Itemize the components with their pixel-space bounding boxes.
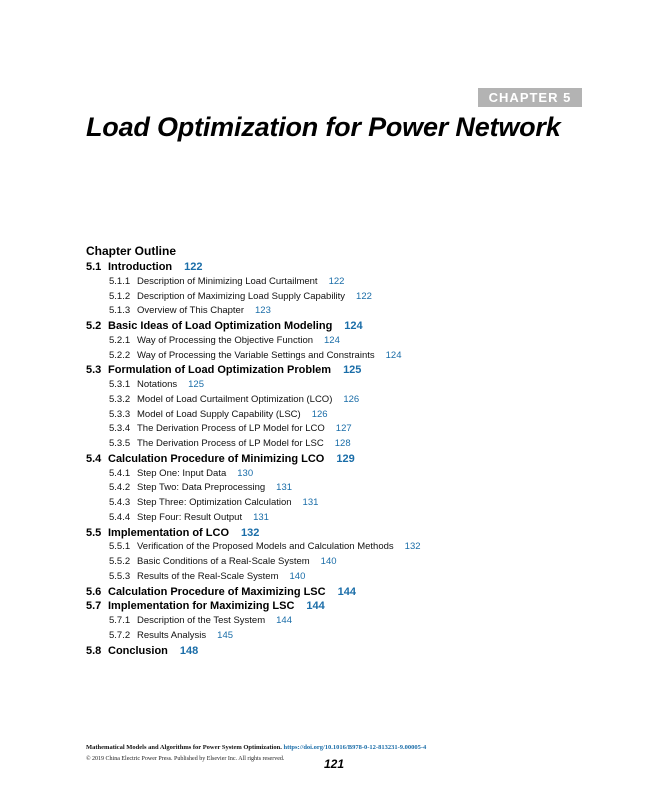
chapter-title: Load Optimization for Power Network [86, 112, 561, 142]
toc-subsection[interactable] [109, 438, 351, 449]
footer-copyright: © 2019 China Electric Power Press. Published by Elsevier Inc. All rights reserved. [86, 756, 285, 762]
toc-page-link[interactable]: 127 [335, 423, 352, 435]
toc-page-link[interactable]: 124 [324, 334, 340, 346]
toc-subsection[interactable] [109, 423, 352, 434]
toc-title: Verification of the Proposed Models and Calculation Methods [137, 541, 394, 553]
toc-page-link[interactable]: 126 [311, 408, 328, 420]
toc-title: Formulation of Load Optimization Problem [108, 364, 332, 377]
toc-title: Step Four: Result Output [137, 511, 243, 523]
toc-title: The Derivation Process of LP Model for LCO [137, 423, 325, 435]
toc-title: Description of Maximizing Load Supply Capability [137, 290, 346, 302]
toc-subsection[interactable] [109, 394, 359, 405]
toc-subsection[interactable] [109, 335, 340, 346]
toc-page-link[interactable]: 148 [179, 644, 199, 657]
toc-title: Results of the Real-Scale System [137, 570, 279, 582]
toc-number: 5.7.1 [109, 615, 131, 626]
toc-number: 5.6 [86, 585, 102, 598]
toc-number: 5.4.1 [109, 467, 131, 479]
toc-number: 5.3.5 [109, 438, 131, 449]
toc-page-link[interactable]: 140 [320, 556, 337, 567]
toc-section[interactable] [86, 600, 325, 612]
toc-page-link[interactable]: 126 [343, 393, 360, 405]
toc-number: 5.3 [86, 364, 102, 377]
toc-page-link[interactable]: 131 [276, 482, 293, 494]
toc-subsection[interactable] [109, 571, 305, 582]
toc-title: Way of Processing the Objective Function [137, 334, 314, 346]
toc-number: 5.3.1 [109, 379, 131, 390]
toc-page-link[interactable]: 125 [343, 364, 362, 377]
toc-number: 5.5 [86, 526, 102, 539]
chapter-label: CHAPTER 5 [478, 88, 582, 107]
page-number: 121 [324, 757, 345, 771]
toc-number: 5.2.2 [109, 349, 131, 361]
toc-section[interactable] [86, 364, 361, 376]
toc-page-link[interactable]: 144 [306, 600, 325, 613]
toc-section[interactable] [86, 320, 363, 332]
toc-subsection[interactable] [109, 350, 401, 361]
toc-title: Way of Processing the Variable Settings and Constraints [137, 349, 375, 361]
toc-number: 5.5.1 [109, 541, 131, 553]
toc-page-link[interactable]: 122 [184, 261, 203, 273]
toc-number: 5.7 [86, 600, 102, 613]
toc-number: 5.4 [86, 452, 102, 465]
toc-subsection[interactable] [109, 409, 328, 420]
toc-title: Results Analysis [137, 629, 207, 641]
toc-title: Conclusion [108, 644, 168, 657]
toc-page-link[interactable]: 145 [217, 629, 234, 641]
toc-number: 5.5.3 [109, 570, 131, 582]
footer-citation [86, 744, 426, 751]
toc-page-link[interactable]: 132 [241, 526, 260, 539]
toc-page-link[interactable]: 128 [334, 438, 351, 449]
toc-page-link[interactable]: 144 [276, 615, 292, 626]
toc-number: 5.1 [86, 261, 102, 273]
toc-subsection[interactable] [109, 468, 253, 479]
toc-subsection[interactable] [109, 512, 269, 523]
toc-section[interactable] [86, 586, 356, 598]
outline-heading: Chapter Outline [86, 244, 177, 258]
toc-page-link[interactable]: 122 [328, 275, 345, 287]
toc-section[interactable] [86, 261, 203, 273]
toc-page-link[interactable]: 131 [253, 511, 269, 523]
toc-title: Basic Ideas of Load Optimization Modeling [108, 320, 333, 332]
toc-title: Calculation Procedure of Minimizing LCO [108, 452, 325, 465]
toc-page-link[interactable]: 123 [255, 305, 271, 317]
toc-number: 5.8 [86, 644, 102, 657]
toc-page-link[interactable]: 132 [404, 541, 421, 553]
toc-title: Introduction [108, 261, 173, 273]
toc-section[interactable] [86, 453, 355, 465]
toc-number: 5.4.3 [109, 497, 131, 508]
toc-title: The Derivation Process of LP Model for LSC [137, 438, 324, 449]
toc-subsection[interactable] [109, 541, 421, 552]
toc-number: 5.1.1 [109, 275, 131, 287]
toc-title: Implementation of LCO [108, 526, 229, 539]
toc-number: 5.2.1 [109, 334, 131, 346]
toc-page-link[interactable]: 140 [289, 570, 306, 582]
toc-number: 5.1.2 [109, 290, 131, 302]
toc-page-link[interactable]: 144 [337, 585, 356, 598]
toc-subsection[interactable] [109, 630, 233, 641]
toc-number: 5.5.2 [109, 556, 131, 567]
toc-title: Description of Minimizing Load Curtailment [137, 275, 318, 287]
toc-page-link[interactable]: 124 [385, 349, 402, 361]
toc-number: 5.4.2 [109, 482, 131, 494]
toc-title: Model of Load Curtailment Optimization (LCO) [137, 393, 333, 405]
toc-page-link[interactable]: 130 [237, 467, 254, 479]
toc-page-link[interactable]: 124 [344, 320, 363, 332]
footer-doi-link[interactable]: https://doi.org/10.1016/B978-0-12-813231-9.00005-4 [283, 744, 427, 751]
toc-title: Overview of This Chapter [137, 305, 245, 317]
toc-number: 5.3.2 [109, 393, 131, 405]
toc-subsection[interactable] [109, 556, 337, 567]
toc-title: Step Two: Data Preprocessing [137, 482, 266, 494]
toc-section[interactable] [86, 527, 259, 539]
toc-title: Step Three: Optimization Calculation [137, 497, 292, 508]
toc-page-link[interactable]: 129 [336, 452, 355, 465]
toc-section[interactable] [86, 645, 198, 657]
toc-number: 5.3.4 [109, 423, 131, 435]
toc-page-link[interactable]: 131 [302, 497, 319, 508]
toc-title: Model of Load Supply Capability (LSC) [137, 408, 301, 420]
toc-subsection[interactable] [109, 497, 318, 508]
toc-title: Step One: Input Data [137, 467, 227, 479]
toc-subsection[interactable] [109, 305, 271, 316]
toc-number: 5.4.4 [109, 511, 131, 523]
toc-subsection[interactable] [109, 291, 372, 302]
toc-subsection[interactable] [109, 615, 292, 626]
toc-title: Calculation Procedure of Maximizing LSC [108, 585, 326, 598]
toc-page-link[interactable]: 122 [356, 290, 372, 302]
toc-subsection[interactable] [109, 379, 204, 390]
footer-book-title: Mathematical Models and Algorithms for Power System Optimization. [86, 744, 282, 751]
toc-number: 5.1.3 [109, 305, 131, 317]
toc-title: Notations [137, 379, 178, 390]
toc-number: 5.3.3 [109, 408, 131, 420]
toc-title: Description of the Test System [137, 615, 266, 626]
toc-title: Basic Conditions of a Real-Scale System [137, 556, 310, 567]
toc-page-link[interactable]: 125 [188, 379, 204, 390]
toc-title: Implementation for Maximizing LSC [108, 600, 295, 613]
toc-subsection[interactable] [109, 482, 292, 493]
toc-number: 5.7.2 [109, 629, 131, 641]
toc-number: 5.2 [86, 320, 102, 332]
toc-subsection[interactable] [109, 276, 344, 287]
